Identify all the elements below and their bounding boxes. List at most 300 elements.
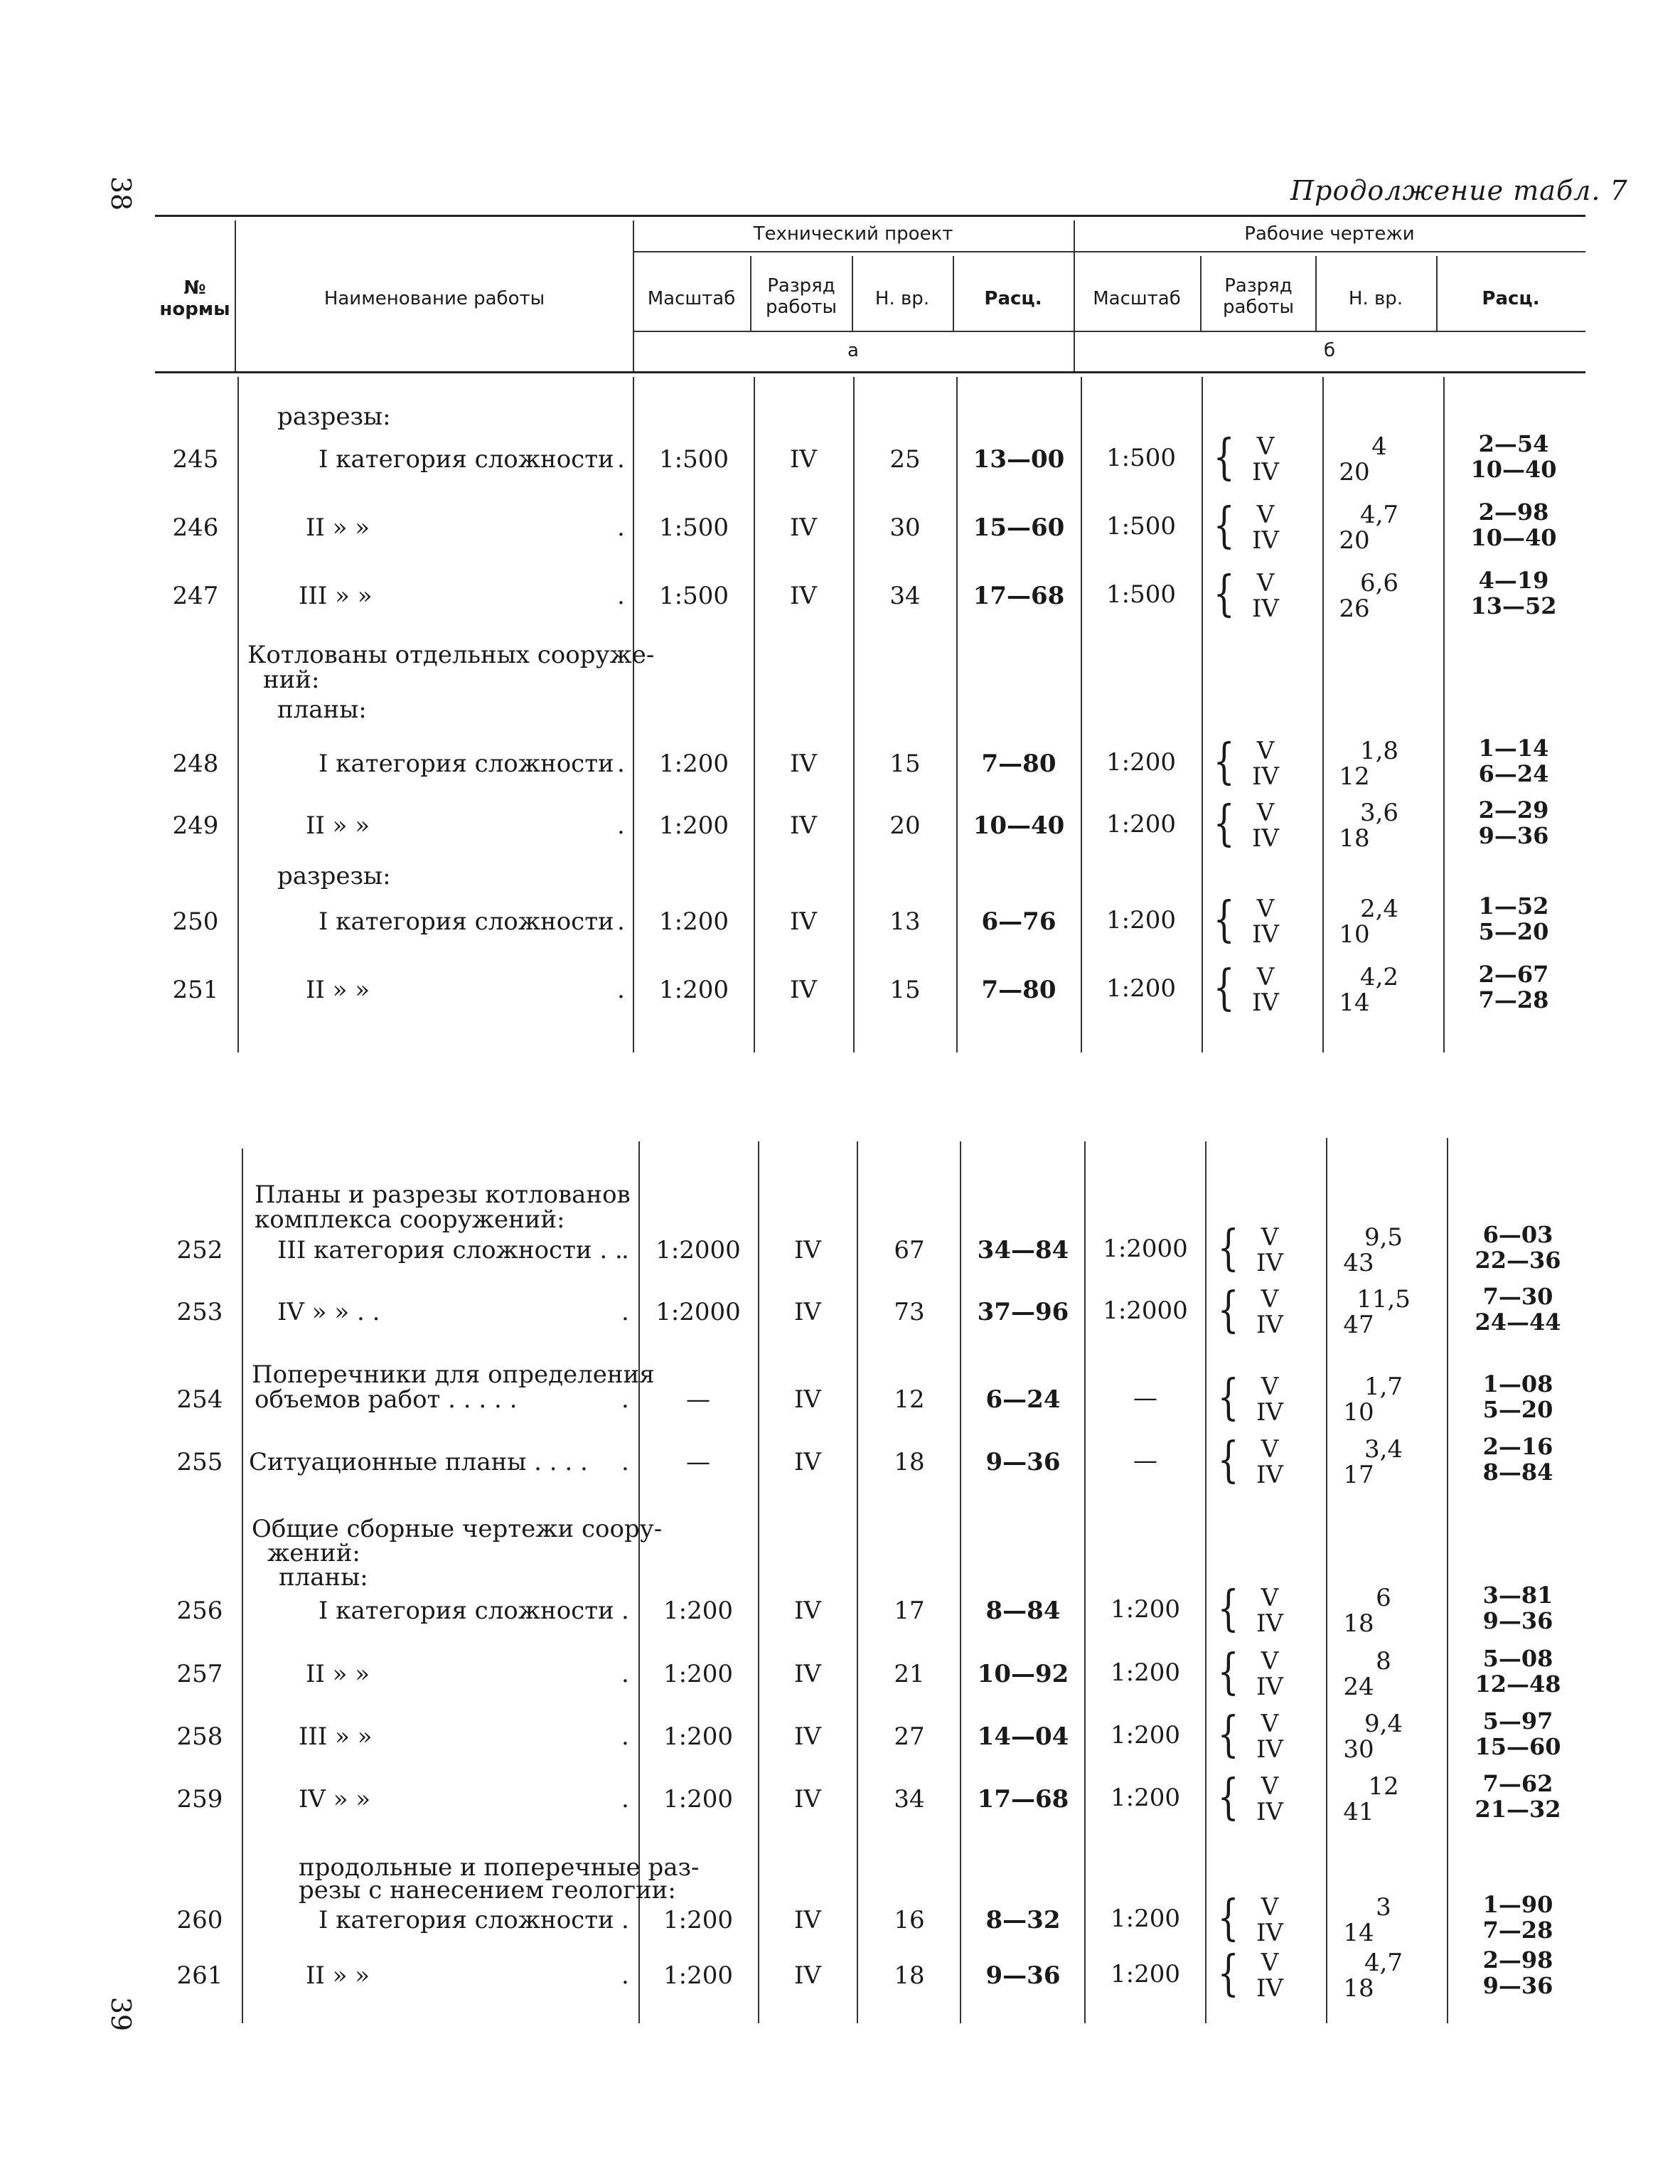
header-label-b: б <box>1323 340 1336 361</box>
header-group-a: Технический проект <box>753 223 953 245</box>
a-rate: 15—60 <box>973 513 1065 542</box>
b-rate-2: 5—20 <box>1478 918 1549 945</box>
b-rank-1: V <box>1261 1710 1279 1738</box>
a-scale: 1:200 <box>659 907 729 936</box>
b-rank-2: IV <box>1256 1609 1283 1638</box>
work-name: II » » <box>306 1660 370 1688</box>
row-number: 251 <box>172 976 219 1004</box>
dot-leader: . <box>617 750 625 778</box>
b-rank-2: IV <box>1256 1735 1283 1764</box>
b-rank-2: IV <box>1252 526 1279 555</box>
dot-leader: . <box>617 582 625 610</box>
dot-leader: . <box>621 1597 629 1625</box>
a-rank: IV <box>794 1298 821 1326</box>
a-hours: 17 <box>894 1597 925 1625</box>
right-page-number: 39 <box>105 1996 137 2032</box>
brace-icon: { <box>1213 734 1235 790</box>
continuation-title: Продолжение табл. 7 <box>1290 175 1628 206</box>
work-name: IV » » . . <box>277 1298 380 1326</box>
work-name: I категория сложности <box>319 750 614 778</box>
b-rate-2: 9—36 <box>1478 822 1549 849</box>
b-hours-2: 47 <box>1343 1311 1374 1339</box>
row-number: 246 <box>172 513 219 542</box>
b1-vline-a3 <box>853 377 855 1053</box>
b-rank-1: V <box>1261 1893 1279 1922</box>
b-rate-2: 6—24 <box>1478 760 1549 787</box>
work-name: I категория сложности <box>319 907 614 936</box>
a-rate: 6—24 <box>985 1385 1061 1414</box>
dot-leader: . <box>617 445 625 474</box>
brace-icon: { <box>1217 1370 1239 1426</box>
b-hours-2: 18 <box>1339 824 1370 853</box>
a-scale: 1:2000 <box>656 1298 741 1326</box>
b-rank-1: V <box>1256 799 1275 827</box>
b-hours-2: 26 <box>1339 595 1370 623</box>
header-a-hours: Н. вр. <box>874 288 930 309</box>
row-number: 255 <box>176 1448 223 1476</box>
header-b-hours: Н. вр. <box>1348 288 1403 309</box>
work-name: III категория сложности . . <box>277 1236 623 1264</box>
a-rate: 9—36 <box>985 1961 1061 1990</box>
header-name: Наименование работы <box>323 288 545 309</box>
b1-vline-a4 <box>956 377 958 1053</box>
header-a-rank: Разряд работы <box>765 275 838 318</box>
dot-leader: . <box>621 1448 629 1476</box>
header-vline-b2 <box>1200 256 1202 331</box>
b-rate-1: 7—30 <box>1482 1283 1553 1310</box>
header-b-rank: Разряд работы <box>1222 275 1295 318</box>
b-hours-1: 9,4 <box>1364 1710 1403 1738</box>
header-vline-a2 <box>750 256 751 331</box>
b-rank-1: V <box>1256 895 1275 923</box>
header-b-scale: Масштаб <box>1093 288 1181 309</box>
b-rate-2: 24—44 <box>1475 1309 1561 1336</box>
b-rate-2: 21—32 <box>1475 1796 1561 1823</box>
a-hours: 13 <box>889 907 921 936</box>
a-rank: IV <box>794 1906 821 1934</box>
dot-leader: . <box>621 1906 629 1934</box>
brace-icon: { <box>1217 1769 1239 1826</box>
b-hours-2: 12 <box>1339 762 1370 791</box>
b1-vline-a <box>633 377 634 1053</box>
b-rate-1: 2—54 <box>1478 430 1549 457</box>
dot-leader: . <box>621 1298 629 1326</box>
b-rank-2: IV <box>1256 1249 1283 1277</box>
a-scale: — <box>686 1448 710 1476</box>
section-label: продольные и поперечные раз- <box>299 1853 700 1882</box>
b-rate-1: 2—29 <box>1478 797 1549 824</box>
row-number: 250 <box>172 907 219 936</box>
section-label: разрезы: <box>277 862 391 890</box>
b-hours-1: 9,5 <box>1364 1223 1403 1252</box>
b-scale: 1:200 <box>1106 906 1176 934</box>
b-scale: 1:200 <box>1111 1658 1180 1687</box>
row-number: 253 <box>176 1298 223 1326</box>
b-hours-2: 18 <box>1343 1974 1374 2003</box>
dot-leader: . <box>621 1660 629 1688</box>
a-rank: IV <box>790 582 817 610</box>
b-rank-2: IV <box>1256 1919 1283 1947</box>
b-rank-2: IV <box>1256 1798 1283 1826</box>
b-rate-1: 1—90 <box>1482 1891 1553 1918</box>
b-hours-1: 3,4 <box>1364 1435 1403 1464</box>
section-label: Общие сборные чертежи соору- <box>252 1515 663 1543</box>
a-hours: 15 <box>889 976 921 1004</box>
a-rate: 9—36 <box>985 1448 1061 1476</box>
b2-vline-name <box>242 1149 243 2023</box>
b-rank-1: V <box>1256 737 1275 765</box>
b-hours-2: 20 <box>1339 526 1370 555</box>
b2-vline-a3 <box>857 1141 858 2023</box>
brace-icon: { <box>1213 892 1235 948</box>
b-scale: 1:200 <box>1111 1784 1180 1812</box>
b-scale: 1:200 <box>1111 1905 1180 1933</box>
a-rank: IV <box>790 513 817 542</box>
b-rate-2: 15—60 <box>1475 1733 1561 1760</box>
section-label: разрезы: <box>277 403 391 431</box>
a-hours: 18 <box>894 1961 925 1990</box>
row-number: 252 <box>176 1236 223 1264</box>
row-number: 249 <box>172 811 219 840</box>
a-rate: 37—96 <box>977 1298 1069 1326</box>
row-number: 256 <box>176 1597 223 1625</box>
b-hours-2: 10 <box>1339 920 1370 949</box>
a-hours: 15 <box>889 750 921 778</box>
b-rank-1: V <box>1261 1772 1279 1801</box>
work-name: III » » <box>299 582 373 610</box>
b-scale: 1:200 <box>1106 974 1176 1003</box>
a-rank: IV <box>790 811 817 840</box>
b-rank-1: V <box>1261 1373 1279 1401</box>
b-scale: 1:200 <box>1106 810 1176 838</box>
a-rank: IV <box>790 750 817 778</box>
b-rate-1: 5—97 <box>1482 1708 1553 1735</box>
row-number: 245 <box>172 445 219 474</box>
dot-leader: . <box>621 1385 629 1414</box>
b-rate-2: 9—36 <box>1482 1972 1553 1999</box>
a-scale: 1:200 <box>663 1906 733 1934</box>
dot-leader: . <box>617 907 625 936</box>
table-top-rule <box>155 215 1585 217</box>
b-scale: 1:500 <box>1106 512 1176 540</box>
a-scale: 1:200 <box>659 750 729 778</box>
a-rank: IV <box>794 1448 821 1476</box>
b-rank-1: V <box>1256 501 1275 529</box>
b-rank-1: V <box>1261 1584 1279 1612</box>
b-rank-1: V <box>1261 1435 1279 1464</box>
a-scale: 1:500 <box>659 582 729 610</box>
b-rate-2: 5—20 <box>1482 1396 1553 1423</box>
a-rank: IV <box>790 445 817 474</box>
a-scale: 1:200 <box>663 1597 733 1625</box>
brace-icon: { <box>1217 1707 1239 1763</box>
row-number: 260 <box>176 1906 223 1934</box>
b-rank-1: V <box>1261 1285 1279 1314</box>
row-number: 261 <box>176 1961 223 1990</box>
b-hours-1: 3,6 <box>1359 799 1399 827</box>
row-number: 247 <box>172 582 219 610</box>
b-rank-2: IV <box>1256 1398 1283 1427</box>
work-name: II » » <box>306 513 370 542</box>
b-rank-1: V <box>1256 432 1275 461</box>
header-sub-rule <box>633 331 1585 332</box>
dot-leader: . <box>617 811 625 840</box>
row-number: 258 <box>176 1722 223 1751</box>
a-rate: 17—68 <box>977 1785 1069 1813</box>
section-label: планы: <box>279 1563 368 1592</box>
b-rate-1: 2—98 <box>1482 1946 1553 1973</box>
b1-vline-a2 <box>754 377 755 1053</box>
a-scale: 1:200 <box>659 811 729 840</box>
b-rate-2: 10—40 <box>1470 456 1557 483</box>
a-rate: 7—80 <box>981 976 1056 1004</box>
b-scale: 1:200 <box>1106 748 1176 777</box>
b-rank-2: IV <box>1256 1461 1283 1489</box>
b-rank-2: IV <box>1252 989 1279 1017</box>
row-number: 254 <box>176 1385 223 1414</box>
section-label: ний: <box>263 666 320 694</box>
header-a-rate: Расц. <box>984 288 1042 309</box>
a-scale: — <box>686 1385 710 1414</box>
header-label-a: а <box>847 340 859 361</box>
a-rate: 8—84 <box>985 1597 1061 1625</box>
a-rank: IV <box>790 976 817 1004</box>
dot-leader: . <box>617 976 625 1004</box>
b-rate-2: 10—40 <box>1470 524 1557 551</box>
brace-icon: { <box>1213 498 1235 554</box>
a-rate: 7—80 <box>981 750 1056 778</box>
b-hours-1: 2,4 <box>1359 895 1399 923</box>
section-label: резы с нанесением геологии: <box>299 1876 676 1905</box>
b-rate-2: 22—36 <box>1475 1247 1561 1274</box>
b-scale: 1:200 <box>1111 1595 1180 1624</box>
a-scale: 1:200 <box>663 1785 733 1813</box>
b-hours-2: 43 <box>1343 1249 1374 1277</box>
brace-icon: { <box>1213 430 1235 486</box>
b-rate-1: 1—14 <box>1478 735 1549 762</box>
b-rate-1: 6—03 <box>1482 1221 1553 1248</box>
work-name: объемов работ . . . . . <box>255 1385 518 1414</box>
work-name: II » » <box>306 1961 370 1990</box>
b-hours-1: 4,2 <box>1359 963 1399 991</box>
b-scale: — <box>1133 1447 1157 1475</box>
dot-leader: . <box>617 513 625 542</box>
header-a-scale: Масштаб <box>647 288 736 309</box>
a-rank: IV <box>794 1597 821 1625</box>
header-vline-name <box>235 220 236 371</box>
b-scale: 1:200 <box>1111 1721 1180 1749</box>
b-hours-1: 1,8 <box>1359 737 1399 765</box>
b-rank-1: V <box>1256 963 1275 991</box>
b-rank-1: V <box>1261 1223 1279 1252</box>
b-scale: 1:2000 <box>1103 1296 1188 1325</box>
b-hours-2: 17 <box>1343 1461 1374 1489</box>
b-scale: 1:2000 <box>1103 1235 1188 1263</box>
brace-icon: { <box>1213 566 1235 622</box>
b-hours-2: 10 <box>1343 1398 1374 1427</box>
b-rate-2: 8—84 <box>1482 1459 1553 1486</box>
b2-vline-b4 <box>1447 1138 1448 2023</box>
dot-leader: . <box>621 1236 629 1264</box>
b-hours-2: 18 <box>1343 1609 1374 1638</box>
b-scale: 1:500 <box>1106 444 1176 472</box>
a-hours: 18 <box>894 1448 925 1476</box>
brace-icon: { <box>1213 796 1235 852</box>
header-no: № нормы <box>159 277 230 320</box>
a-hours: 12 <box>894 1385 925 1414</box>
a-scale: 1:2000 <box>656 1236 741 1264</box>
b2-vline-b <box>1084 1141 1086 2023</box>
b-hours-1: 3 <box>1376 1893 1391 1922</box>
b-rate-1: 1—52 <box>1478 893 1549 920</box>
b2-vline-b2 <box>1205 1141 1207 2023</box>
b-hours-2: 14 <box>1343 1919 1374 1947</box>
a-hours: 73 <box>894 1298 925 1326</box>
a-rate: 13—00 <box>973 445 1065 474</box>
b-rate-1: 3—81 <box>1482 1582 1553 1609</box>
dot-leader: . <box>621 1722 629 1751</box>
a-rate: 8—32 <box>985 1906 1061 1934</box>
a-rate: 10—92 <box>977 1660 1069 1688</box>
b-hours-2: 20 <box>1339 458 1370 486</box>
a-hours: 25 <box>889 445 921 474</box>
b-hours-2: 24 <box>1343 1673 1374 1701</box>
a-rank: IV <box>794 1722 821 1751</box>
header-mid-rule <box>633 251 1585 252</box>
a-hours: 30 <box>889 513 921 542</box>
brace-icon: { <box>1217 1432 1239 1488</box>
a-scale: 1:200 <box>659 976 729 1004</box>
b-hours-1: 4,7 <box>1364 1949 1403 1977</box>
b-hours-1: 6,6 <box>1359 569 1399 597</box>
b2-vline-a2 <box>758 1141 759 2023</box>
b-rate-1: 7—62 <box>1482 1770 1553 1797</box>
section-label: Планы и разрезы котлованов <box>255 1181 631 1209</box>
a-hours: 27 <box>894 1722 925 1751</box>
b-rate-2: 12—48 <box>1475 1671 1561 1698</box>
b1-vline-b4 <box>1443 377 1445 1053</box>
b1-vline-b2 <box>1202 377 1203 1053</box>
a-scale: 1:200 <box>663 1660 733 1688</box>
a-hours: 16 <box>894 1906 925 1934</box>
b-rank-2: IV <box>1256 1673 1283 1701</box>
brace-icon: { <box>1217 1644 1239 1700</box>
b-rank-2: IV <box>1252 762 1279 791</box>
a-rank: IV <box>794 1961 821 1990</box>
work-name: III » » <box>299 1722 373 1751</box>
a-hours: 20 <box>889 811 921 840</box>
b-hours-1: 4,7 <box>1359 501 1399 529</box>
header-group-b: Рабочие чертежи <box>1244 223 1415 245</box>
row-number: 257 <box>176 1660 223 1688</box>
b-rank-2: IV <box>1252 458 1279 486</box>
work-name: I категория сложности <box>319 445 614 474</box>
b-hours-1: 8 <box>1376 1647 1391 1676</box>
work-name: I категория сложности <box>319 1906 614 1934</box>
a-hours: 34 <box>894 1785 925 1813</box>
a-rate: 6—76 <box>981 907 1056 936</box>
brace-icon: { <box>1217 1581 1239 1637</box>
a-rank: IV <box>794 1785 821 1813</box>
b-rank-1: V <box>1261 1647 1279 1676</box>
header-b-rate: Расц. <box>1482 288 1540 309</box>
b-rate-1: 4—19 <box>1478 567 1549 594</box>
section-label: Поперечники для определения <box>252 1360 655 1389</box>
b2-vline-a4 <box>960 1141 961 2023</box>
row-number: 248 <box>172 750 219 778</box>
section-label: комплекса сооружений: <box>255 1205 565 1234</box>
b-rank-2: IV <box>1256 1311 1283 1339</box>
row-number: 259 <box>176 1785 223 1813</box>
b-rate-2: 7—28 <box>1478 986 1549 1013</box>
b-hours-2: 30 <box>1343 1735 1374 1764</box>
a-rank: IV <box>790 907 817 936</box>
work-name: IV » » <box>299 1785 371 1813</box>
a-scale: 1:500 <box>659 445 729 474</box>
b-scale: 1:200 <box>1111 1960 1180 1988</box>
b-rate-1: 1—08 <box>1482 1370 1553 1397</box>
left-page-number: 38 <box>105 176 137 211</box>
b-hours-2: 41 <box>1343 1798 1374 1826</box>
b-hours-1: 1,7 <box>1364 1373 1403 1401</box>
a-rate: 17—68 <box>973 582 1065 610</box>
a-rank: IV <box>794 1385 821 1414</box>
b-rank-2: IV <box>1252 824 1279 853</box>
b-hours-1: 4 <box>1371 432 1387 461</box>
b-rate-1: 5—08 <box>1482 1645 1553 1672</box>
b-rank-1: V <box>1256 569 1275 597</box>
a-scale: 1:200 <box>663 1961 733 1990</box>
brace-icon: { <box>1217 1220 1239 1277</box>
header-bottom-rule <box>155 371 1585 373</box>
b-rank-1: V <box>1261 1949 1279 1977</box>
a-hours: 34 <box>889 582 921 610</box>
b-hours-1: 12 <box>1368 1772 1399 1801</box>
a-rate: 10—40 <box>973 811 1065 840</box>
a-scale: 1:500 <box>659 513 729 542</box>
a-rate: 14—04 <box>977 1722 1069 1751</box>
b-rate-2: 9—36 <box>1482 1607 1553 1634</box>
work-name: II » » <box>306 976 370 1004</box>
b-rank-2: IV <box>1252 920 1279 949</box>
dot-leader: . <box>621 1961 629 1990</box>
b-hours-1: 11,5 <box>1357 1285 1411 1314</box>
b-rate-1: 2—67 <box>1478 961 1549 988</box>
brace-icon: { <box>1217 1946 1239 2002</box>
a-rank: IV <box>794 1236 821 1264</box>
b-scale: 1:500 <box>1106 580 1176 609</box>
a-rank: IV <box>794 1660 821 1688</box>
a-rate: 34—84 <box>977 1236 1069 1264</box>
brace-icon: { <box>1217 1282 1239 1338</box>
work-name: II » » <box>306 811 370 840</box>
dot-leader: . <box>621 1785 629 1813</box>
brace-icon: { <box>1213 960 1235 1016</box>
a-hours: 21 <box>894 1660 925 1688</box>
b-rate-2: 7—28 <box>1482 1917 1553 1944</box>
b-rank-2: IV <box>1252 595 1279 623</box>
b-rate-1: 2—16 <box>1482 1433 1553 1460</box>
b-rate-2: 13—52 <box>1470 592 1557 619</box>
b-scale: — <box>1133 1384 1157 1412</box>
section-label: планы: <box>277 696 367 724</box>
b-hours-2: 14 <box>1339 989 1370 1017</box>
a-scale: 1:200 <box>663 1722 733 1751</box>
b1-vline-name <box>237 377 239 1053</box>
a-hours: 67 <box>894 1236 925 1264</box>
section-label: Котлованы отдельных сооруже- <box>247 641 655 669</box>
b1-vline-b <box>1081 377 1082 1053</box>
